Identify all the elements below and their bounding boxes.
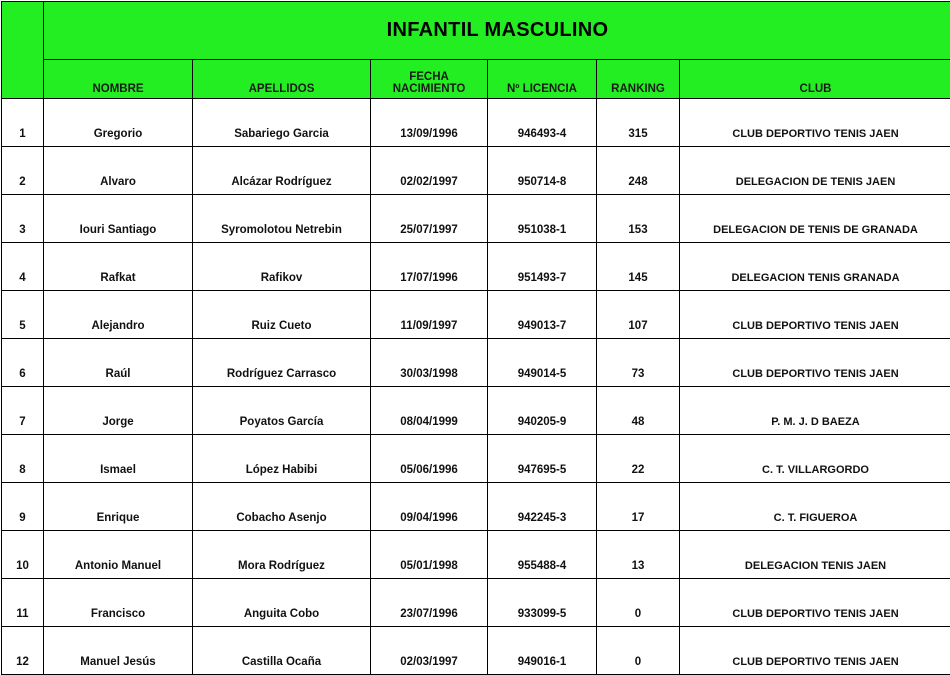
cell-position: 5	[2, 291, 44, 339]
table-row	[2, 291, 950, 339]
cell-ranking: 17	[597, 483, 680, 531]
cell-position: 9	[2, 483, 44, 531]
cell-nombre: Manuel Jesús	[44, 627, 193, 675]
cell-licencia: 949016-1	[488, 627, 597, 675]
table-row	[2, 435, 950, 483]
cell-apellidos: Alcázar Rodríguez	[193, 147, 371, 195]
cell-licencia: 940205-9	[488, 387, 597, 435]
cell-licencia: 946493-4	[488, 99, 597, 147]
cell-licencia: 950714-8	[488, 147, 597, 195]
cell-ranking: 153	[597, 195, 680, 243]
cell-club: CLUB DEPORTIVO TENIS JAEN	[680, 291, 950, 339]
cell-position: 1	[2, 99, 44, 147]
header-club: CLUB	[680, 60, 950, 99]
cell-nombre: Jorge	[44, 387, 193, 435]
cell-apellidos: Sabariego Garcia	[193, 99, 371, 147]
cell-nombre: Rafkat	[44, 243, 193, 291]
cell-nombre: Iouri Santiago	[44, 195, 193, 243]
cell-position: 3	[2, 195, 44, 243]
cell-nombre: Gregorio	[44, 99, 193, 147]
cell-position: 6	[2, 339, 44, 387]
table-row	[2, 99, 950, 147]
cell-position: 8	[2, 435, 44, 483]
cell-ranking: 315	[597, 99, 680, 147]
header-fecha	[371, 60, 488, 99]
cell-fecha: 02/02/1997	[371, 147, 488, 195]
cell-licencia: 947695-5	[488, 435, 597, 483]
cell-apellidos: Ruiz Cueto	[193, 291, 371, 339]
cell-ranking: 22	[597, 435, 680, 483]
cell-ranking: 145	[597, 243, 680, 291]
cell-club: CLUB DEPORTIVO TENIS JAEN	[680, 627, 950, 675]
cell-ranking: 13	[597, 531, 680, 579]
cell-apellidos: Castilla Ocaña	[193, 627, 371, 675]
cell-nombre: Raúl	[44, 339, 193, 387]
cell-nombre: Antonio Manuel	[44, 531, 193, 579]
header-licencia: Nº LICENCIA	[488, 60, 597, 99]
cell-fecha: 25/07/1997	[371, 195, 488, 243]
cell-apellidos: Anguita Cobo	[193, 579, 371, 627]
cell-position: 10	[2, 531, 44, 579]
cell-club: C. T. VILLARGORDO	[680, 435, 950, 483]
cell-apellidos: Mora Rodríguez	[193, 531, 371, 579]
cell-fecha: 02/03/1997	[371, 627, 488, 675]
cell-club: DELEGACION DE TENIS DE GRANADA	[680, 195, 950, 243]
table-row	[2, 387, 950, 435]
header-fecha-line2: NACIMIENTO	[393, 83, 466, 95]
table-row	[2, 339, 950, 387]
cell-position: 4	[2, 243, 44, 291]
cell-club: DELEGACION TENIS JAEN	[680, 531, 950, 579]
cell-fecha: 08/04/1999	[371, 387, 488, 435]
table-row	[2, 195, 950, 243]
table-body	[2, 99, 950, 675]
table-row	[2, 579, 950, 627]
header-apellidos: APELLIDOS	[193, 60, 371, 99]
cell-apellidos: Cobacho Asenjo	[193, 483, 371, 531]
header-row	[2, 60, 950, 99]
table-row	[2, 627, 950, 675]
cell-fecha: 05/06/1996	[371, 435, 488, 483]
cell-ranking: 0	[597, 627, 680, 675]
cell-club: P. M. J. D BAEZA	[680, 387, 950, 435]
cell-fecha: 11/09/1997	[371, 291, 488, 339]
header-ranking: RANKING	[597, 60, 680, 99]
page-title: INFANTIL MASCULINO	[44, 2, 950, 60]
cell-club: C. T. FIGUEROA	[680, 483, 950, 531]
cell-apellidos: Syromolotou Netrebin	[193, 195, 371, 243]
corner-cell	[2, 2, 44, 99]
cell-ranking: 107	[597, 291, 680, 339]
cell-fecha: 05/01/1998	[371, 531, 488, 579]
cell-licencia: 942245-3	[488, 483, 597, 531]
cell-fecha: 09/04/1996	[371, 483, 488, 531]
cell-position: 7	[2, 387, 44, 435]
ranking-table	[1, 1, 950, 675]
table-row	[2, 483, 950, 531]
cell-apellidos: Poyatos García	[193, 387, 371, 435]
cell-club: CLUB DEPORTIVO TENIS JAEN	[680, 579, 950, 627]
table-row	[2, 531, 950, 579]
cell-fecha: 30/03/1998	[371, 339, 488, 387]
cell-nombre: Alvaro	[44, 147, 193, 195]
cell-position: 12	[2, 627, 44, 675]
header-fecha-line1: FECHA	[409, 71, 449, 83]
cell-ranking: 248	[597, 147, 680, 195]
cell-ranking: 0	[597, 579, 680, 627]
cell-licencia: 949014-5	[488, 339, 597, 387]
cell-fecha: 23/07/1996	[371, 579, 488, 627]
cell-ranking: 73	[597, 339, 680, 387]
cell-club: DELEGACION DE TENIS JAEN	[680, 147, 950, 195]
cell-apellidos: Rafikov	[193, 243, 371, 291]
cell-position: 2	[2, 147, 44, 195]
cell-club: DELEGACION TENIS GRANADA	[680, 243, 950, 291]
cell-fecha: 17/07/1996	[371, 243, 488, 291]
table-row	[2, 147, 950, 195]
cell-club: CLUB DEPORTIVO TENIS JAEN	[680, 339, 950, 387]
cell-club: CLUB DEPORTIVO TENIS JAEN	[680, 99, 950, 147]
table-row	[2, 243, 950, 291]
cell-position: 11	[2, 579, 44, 627]
cell-licencia: 951493-7	[488, 243, 597, 291]
cell-apellidos: Rodríguez Carrasco	[193, 339, 371, 387]
cell-nombre: Enrique	[44, 483, 193, 531]
cell-licencia: 949013-7	[488, 291, 597, 339]
cell-nombre: Ismael	[44, 435, 193, 483]
cell-apellidos: López Habibi	[193, 435, 371, 483]
cell-licencia: 951038-1	[488, 195, 597, 243]
cell-nombre: Alejandro	[44, 291, 193, 339]
cell-fecha: 13/09/1996	[371, 99, 488, 147]
header-nombre: NOMBRE	[44, 60, 193, 99]
cell-ranking: 48	[597, 387, 680, 435]
cell-licencia: 955488-4	[488, 531, 597, 579]
cell-licencia: 933099-5	[488, 579, 597, 627]
title-row	[2, 2, 950, 60]
cell-nombre: Francisco	[44, 579, 193, 627]
